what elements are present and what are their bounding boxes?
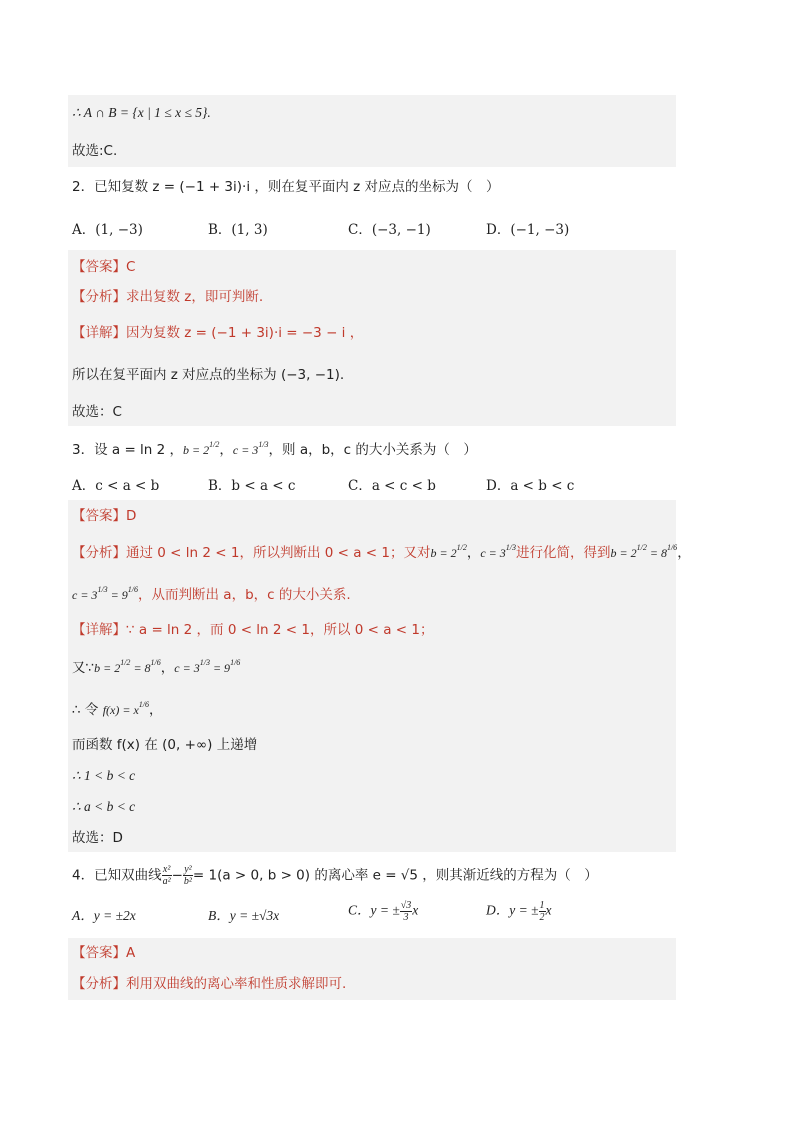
analysis-tail: ，从而判断出 a，b，c 的大小关系. bbox=[138, 587, 351, 603]
q3-option-c: C．a < c < b bbox=[348, 478, 436, 494]
q3-option-b: B．b < a < c bbox=[208, 478, 296, 494]
answer-tag: 【答案】 bbox=[72, 508, 126, 524]
answer-tag: 【答案】 bbox=[72, 259, 126, 275]
q2-option-a: A．(1, −3) bbox=[72, 222, 143, 238]
math-b-eq: $b = 2^{1/2} = 8^{1/6}$ bbox=[94, 658, 161, 675]
analysis-tag: 【分析】 bbox=[72, 545, 126, 561]
frac-y2-b2: $\frac{\text{y²}}{\text{b²}}$ bbox=[183, 864, 192, 887]
prev-solution-line: ∴ A ∩ B = {x | 1 ≤ x ≤ 5}. bbox=[72, 105, 211, 120]
q4-analysis bbox=[72, 974, 346, 994]
q3-detail-line5: ∴ 1 < b < c bbox=[72, 768, 136, 783]
analysis-text: 利用双曲线的离心率和性质求解即可. bbox=[126, 976, 347, 992]
let-prefix: ∴ 令 bbox=[72, 702, 99, 718]
q4-stem-a: 4．已知双曲线 bbox=[72, 867, 162, 884]
frac-1-2: $\frac{1}{2}$ bbox=[539, 900, 545, 923]
option-d-label: D． bbox=[486, 902, 510, 918]
q3-detail-line3: ∴ 令 $f(x) = x^{1/6}$， bbox=[72, 700, 163, 718]
q3-detail bbox=[72, 620, 434, 640]
q3-stem: 3．设 a = ln 2 ，$b = 2^{1/2}$，$c = 3^{1/3}$，则 a，b，c 的大小关系为（ ） bbox=[72, 440, 477, 458]
answer-value: D bbox=[126, 508, 137, 524]
math-c-simplified: $c = 3^{1/3} = 9^{1/6}$ bbox=[72, 585, 139, 602]
q3-stem-a: 3．设 a = ln 2 ， bbox=[72, 442, 184, 458]
q3-stem-b: $b = 2^{1/2}$ bbox=[183, 440, 220, 457]
analysis-text-2: 进行化简，得到 bbox=[516, 545, 611, 561]
q4-answer bbox=[72, 943, 135, 963]
q2-stem: 2．已知复数 z = (−1 + 3i)·i ，则在复平面内 z 对应点的坐标为（ ） bbox=[72, 179, 500, 195]
answer-value: A bbox=[126, 945, 136, 961]
q4-stem: 4．已知双曲线 $\frac{\text{x²}}{\text{a²}}$ − $\frac{\text{y²}}{\text{b²}}$ = 1(a > 0, b > 0) 的离心率 e = √5 ，则其渐近线的方程为（ ） bbox=[72, 864, 598, 887]
q3-stem-tail: ，则 a，b，c 的大小关系为（ ） bbox=[268, 442, 477, 458]
q2-analysis bbox=[72, 287, 263, 307]
detail-tag: 【详解】 bbox=[72, 325, 126, 341]
detail-prefix: 又∵ bbox=[72, 660, 95, 676]
q2-answer bbox=[72, 257, 135, 277]
q3-detail-line6: ∴ a < b < c bbox=[72, 799, 136, 814]
q2-conclusion: 故选：C bbox=[72, 404, 122, 420]
math-b-simplified: $b = 2^{1/2} = 8^{1/6}$ bbox=[610, 543, 678, 560]
q3-answer bbox=[72, 506, 136, 526]
math-fx: $f(x) = x^{1/6}$ bbox=[102, 700, 149, 717]
q3-stem-c-base: c = 3 bbox=[232, 443, 259, 457]
q3-detail-line4: 而函数 f(x) 在 (0, +∞) 上递增 bbox=[72, 737, 258, 753]
q4-option-a: A．y = ±2x bbox=[72, 908, 136, 923]
q3-conclusion: 故选：D bbox=[72, 830, 123, 846]
math-c-eq: $c = 3^{1/3} = 9^{1/6}$ bbox=[174, 658, 241, 675]
frac-sqrt3-3: $\frac{√3}{3}$ bbox=[400, 900, 412, 923]
math-b: $b = 2^{1/2}$ bbox=[430, 543, 467, 560]
q3-option-d: D．a < b < c bbox=[486, 478, 575, 494]
q4-option-c: C．y = ± $\frac{√3}{3}$ x bbox=[348, 900, 419, 923]
q4-option-b: B．y = ±√3x bbox=[208, 908, 280, 923]
analysis-text: 通过 0 < ln 2 < 1，所以判断出 0 < a < 1；又对 bbox=[126, 545, 431, 561]
analysis-text: 求出复数 z，即可判断. bbox=[126, 289, 264, 305]
q2-option-c: C．(−3, −1) bbox=[348, 222, 431, 238]
detail-tag: 【详解】 bbox=[72, 622, 126, 638]
q4-stem-b: = 1(a > 0, b > 0) 的离心率 e = √5 ，则其渐近线的方程为（ ） bbox=[192, 867, 598, 884]
q2-detail bbox=[72, 323, 363, 343]
detail-text: 因为复数 z = (−1 + 3i)·i = −3 − i ， bbox=[126, 325, 364, 341]
answer-tag: 【答案】 bbox=[72, 945, 126, 961]
q3-analysis: 【分析】通过 0 < ln 2 < 1，所以判断出 0 < a < 1；又对$b = 2^{1/2}$，$c = 3^{1/3}$进行化简，得到$b = 2^{1/2} = 8^{1/6}$， bbox=[72, 543, 691, 561]
analysis-tag: 【分析】 bbox=[72, 976, 126, 992]
q3-stem-c: $c = 3^{1/3}$ bbox=[232, 440, 269, 457]
frac-x2-a2: $\frac{\text{x²}}{\text{a²}}$ bbox=[162, 864, 171, 887]
prev-answer-choice: 故选:C. bbox=[72, 143, 118, 159]
q2-detail-line2: 所以在复平面内 z 对应点的坐标为 (−3, −1). bbox=[72, 367, 345, 383]
q3-analysis-line2 bbox=[72, 585, 351, 605]
math-c: $c = 3^{1/3}$ bbox=[480, 543, 516, 560]
detail-text: ∵ a = ln 2 ，而 0 < ln 2 < 1，所以 0 < a < 1； bbox=[126, 622, 434, 638]
analysis-tag: 【分析】 bbox=[72, 289, 126, 305]
answer-value: C bbox=[126, 259, 136, 275]
q4-option-d: D．y = ± $\frac{1}{2}$ x bbox=[486, 900, 552, 923]
q3-option-a: A．c < a < b bbox=[72, 478, 160, 494]
q3-detail-line2: 又∵b = $2^{1/2} = 8^{1/6}$，$c = 3^{1/3} = 9^{1/6}$ bbox=[72, 658, 241, 676]
option-c-label: C． bbox=[348, 902, 371, 918]
q2-option-b: B．(1, 3) bbox=[208, 222, 268, 238]
q2-option-d: D．(−1, −3) bbox=[486, 222, 570, 238]
q3-stem-b-base: b = 2 bbox=[183, 443, 210, 457]
